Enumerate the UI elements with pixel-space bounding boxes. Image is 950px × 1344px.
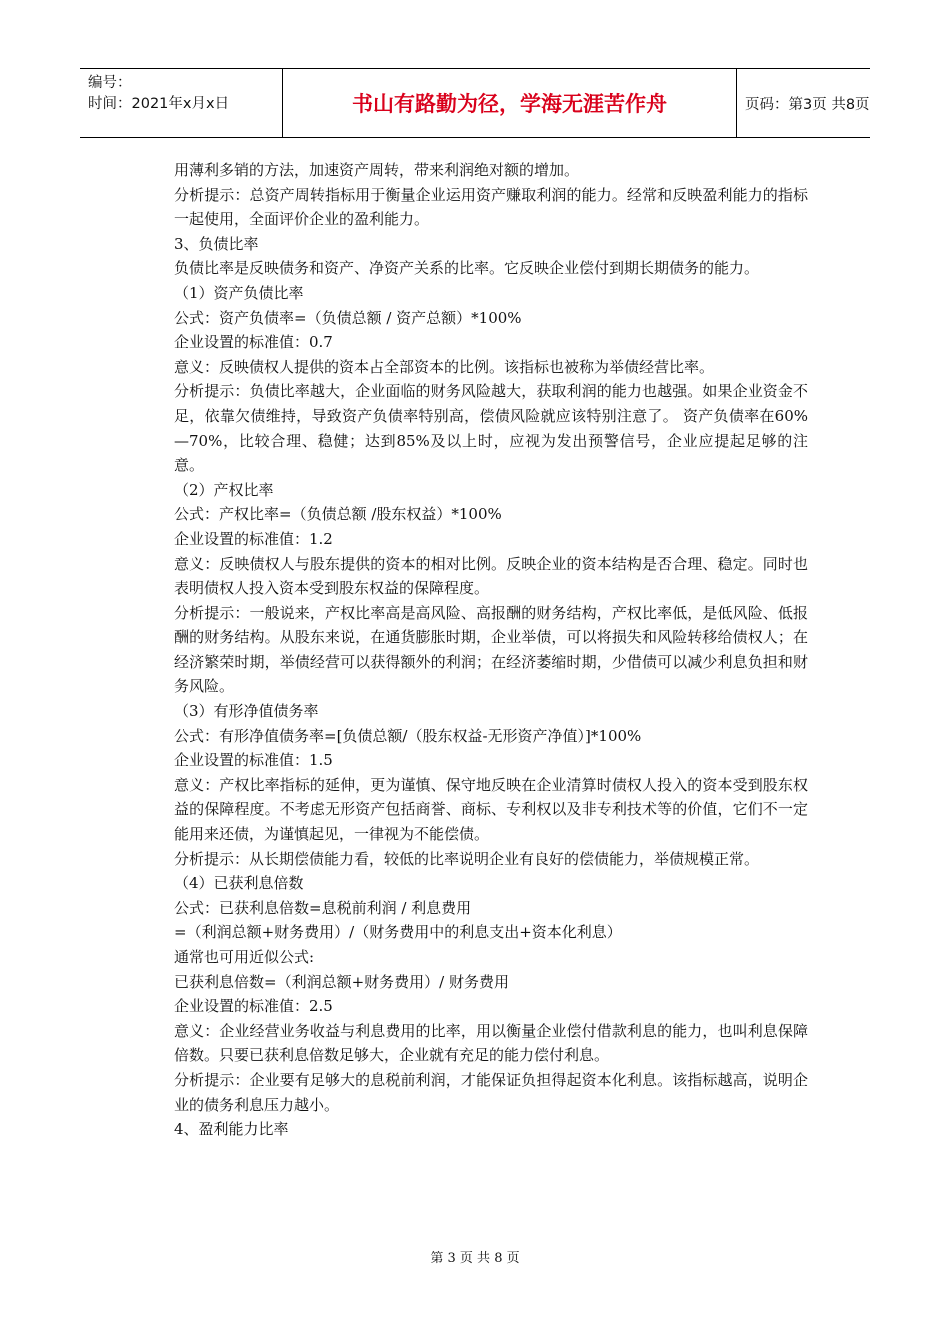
standard-value-line: 企业设置的标准值：1.5: [174, 751, 333, 770]
document-date-label: 时间：2021年x月x日: [88, 96, 230, 112]
paragraph: 分析提示：从长期偿债能力看，较低的比率说明企业有良好的偿债能力，举债规模正常。: [174, 849, 760, 868]
document-body: [174, 158, 808, 1142]
paragraph: 意义：产权比率指标的延伸，更为谨慎、保守地反映在企业清算时债权人投入的资本受到股东权益的保障程度。不考虑无形资产包括商誉、商标、专利权以及非专利技术等的价值，它们不一定能用来还债，为谨慎起见，一律视为不能偿债。: [174, 775, 808, 844]
standard-value-line: 企业设置的标准值：1.2: [174, 529, 333, 548]
page-header: [80, 68, 870, 138]
paragraph: 负债比率是反映债务和资产、净资产关系的比率。它反映企业偿付到期长期债务的能力。: [174, 259, 760, 278]
section-heading: 4、盈利能力比率: [174, 1120, 289, 1139]
formula-line: 公式：已获利息倍数=息税前利润 / 利息费用: [174, 898, 472, 917]
formula-line: 公式：资产负债率=（负债总额 / 资产总额）*100%: [174, 308, 522, 327]
section-heading: 3、负债比率: [174, 234, 259, 253]
paragraph: 分析提示：总资产周转指标用于衡量企业运用资产赚取利润的能力。经常和反映盈利能力的指标一起使用，全面评价企业的盈利能力。: [174, 185, 808, 229]
subsection-heading: （2）产权比率: [174, 480, 274, 499]
standard-value-line: 企业设置的标准值：2.5: [174, 997, 333, 1016]
paragraph: 意义：企业经营业务收益与利息费用的比率，用以衡量企业偿付借款利息的能力，也叫利息保障倍数。只要已获利息倍数足够大，企业就有充足的能力偿付利息。: [174, 1021, 808, 1065]
paragraph: 分析提示：负债比率越大，企业面临的财务风险越大，获取利润的能力也越强。如果企业资金不足，依靠欠债维持，导致资产负债率特别高，偿债风险就应该特别注意了。 资产负债率在60%—70%，比较合理、稳健；达到85%及以上时，应视为发出预警信号，企业应提起足够的注意。: [174, 382, 808, 475]
formula-line: =（利润总额+财务费用）/（财务费用中的利息支出+资本化利息）: [174, 923, 622, 942]
subsection-heading: （3）有形净值债务率: [174, 702, 319, 721]
formula-line: 公式：有形净值债务率=[负债总额/（股东权益-无形资产净值）]*100%: [174, 726, 642, 745]
subsection-heading: （4）已获利息倍数: [174, 874, 304, 893]
header-page-number: 页码：第3页 共8页: [745, 96, 870, 113]
formula-line: 公式：产权比率=（负债总额 /股东权益）*100%: [174, 505, 502, 524]
paragraph: 分析提示：一般说来，产权比率高是高风险、高报酬的财务结构，产权比率低，是低风险、低报酬的财务结构。从股东来说，在通货膨胀时期，企业举债，可以将损失和风险转移给债权人；在经济繁荣时期，举债经营可以获得额外的利润；在经济萎缩时期，少借债可以减少利息负担和财务风险。: [174, 603, 808, 696]
subsection-heading: （1）资产负债比率: [174, 283, 304, 302]
document-number-label: 编号：: [88, 75, 132, 91]
paragraph: 意义：反映债权人提供的资本占全部资本的比例。该指标也被称为举债经营比率。: [174, 357, 715, 376]
header-motto: 书山有路勤为径，学海无涯苦作舟: [282, 69, 737, 137]
paragraph: 分析提示：企业要有足够大的息税前利润，才能保证负担得起资本化利息。该指标越高，说明企业的债务利息压力越小。: [174, 1070, 808, 1114]
paragraph: 用薄利多销的方法，加速资产周转，带来利润绝对额的增加。: [174, 161, 580, 179]
header-meta: [80, 69, 282, 137]
page-footer: 第 3 页 共 8 页: [430, 1251, 520, 1266]
paragraph: 通常也可用近似公式:: [174, 948, 315, 966]
formula-line: 已获利息倍数=（利润总额+财务费用）/ 财务费用: [174, 972, 509, 991]
standard-value-line: 企业设置的标准值：0.7: [174, 333, 333, 352]
paragraph: 意义：反映债权人与股东提供的资本的相对比例。反映企业的资本结构是否合理、稳定。同时也表明债权人投入资本受到股东权益的保障程度。: [174, 554, 808, 598]
